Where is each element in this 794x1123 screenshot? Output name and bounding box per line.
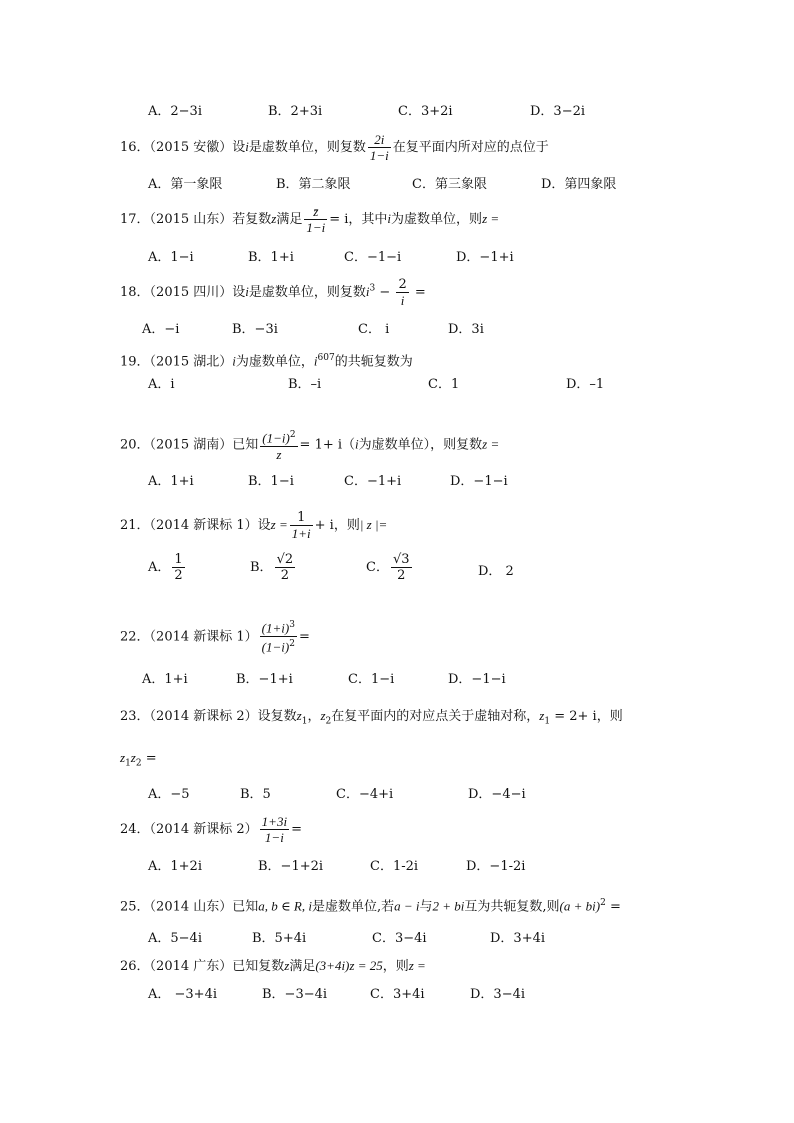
q21-fraction xyxy=(290,510,313,541)
q21-option-b-den: 2 xyxy=(275,567,296,583)
q26-expr: (3+4i)z = 25 xyxy=(315,958,383,973)
q25-e3: (a + bi) xyxy=(559,898,601,914)
q25-e1: a − i xyxy=(394,898,420,914)
q21-option-b xyxy=(250,552,297,583)
q21-option-c xyxy=(366,552,414,583)
q20-stem xyxy=(120,428,499,462)
q17-stem-post: 为虚数单位，则 xyxy=(391,212,483,227)
q20-tail: z = xyxy=(482,436,500,452)
q20-frac-num-sup: 2 xyxy=(289,430,296,440)
q23-line2-z: z xyxy=(120,750,126,765)
q25-eq: = xyxy=(605,899,621,915)
q21-option-c-label: C． xyxy=(366,560,389,575)
q19-stem-post: 的共轭复数为 xyxy=(334,354,413,370)
q21-option-a-frac xyxy=(172,552,184,583)
q24-option-c: C．1-2i xyxy=(370,859,419,874)
q22-option-b: B．−1+i xyxy=(236,672,293,687)
q21-option-c-den: 2 xyxy=(391,567,412,583)
q21-eq: + i，则 xyxy=(314,518,360,533)
q17-i: i xyxy=(387,211,392,226)
q17-stem xyxy=(120,204,499,235)
q19-option-b: B．–i xyxy=(288,377,322,392)
q20-frac-num-wrap xyxy=(260,428,297,446)
q18-expr: i xyxy=(365,284,370,299)
q21-option-a-den: 2 xyxy=(174,568,183,583)
q24-stem-pre: 24．（2014 新课标 2） xyxy=(120,822,258,837)
q26-stem-post: ，则 xyxy=(382,959,409,974)
q26-stem xyxy=(120,958,426,975)
q26-stem-mid: 满足 xyxy=(289,959,316,974)
q18-fraction xyxy=(396,277,408,308)
q17-z: z xyxy=(271,211,277,226)
q23-comma: ， xyxy=(307,709,321,724)
q21-option-a xyxy=(148,552,187,583)
q25-stem-pre: 25．（2014 山东）已知 xyxy=(120,899,259,915)
q21-tail: | z |= xyxy=(359,517,388,532)
q18-option-a: A．−i xyxy=(142,322,180,337)
q22-option-c: C．1−i xyxy=(348,672,395,687)
q20-eq: = 1+ i（ xyxy=(299,437,356,453)
q22-frac-den-wrap xyxy=(260,636,297,655)
q16-stem-mid: 是虚数单位，则复数 xyxy=(248,140,366,155)
q22-frac-num-sup: 3 xyxy=(289,620,295,630)
q23-option-b: B．5 xyxy=(240,787,271,802)
q21-option-a-label: A． xyxy=(148,560,171,575)
q23-line2 xyxy=(120,750,157,772)
q21-option-a-num: 1 xyxy=(174,552,183,567)
q18-option-c: C． i xyxy=(358,322,390,337)
q24-option-d: D．−1-2i xyxy=(466,859,526,874)
q20-option-d: D．−1−i xyxy=(450,474,508,489)
q22-frac-den: (1−i) xyxy=(261,639,290,655)
q16-frac-den: 1−i xyxy=(369,148,389,163)
q19-option-d: D．–1 xyxy=(566,377,605,392)
q15-option-c: C．3+2i xyxy=(398,104,453,119)
q25-mid2: 与 xyxy=(419,899,433,915)
q19-i: i xyxy=(232,353,236,369)
q21-option-c-num: √3 xyxy=(392,552,410,567)
q23-line2-sub2: 2 xyxy=(135,758,142,769)
q22-option-a: A．1+i xyxy=(142,672,188,687)
q25-option-b: B．5+4i xyxy=(252,931,307,946)
q21-option-b-label: B． xyxy=(250,560,273,575)
q20-frac-num: (1−i) xyxy=(262,430,290,446)
q18-stem xyxy=(120,277,426,308)
q20-frac-den: z xyxy=(260,446,297,462)
q23-z2: z xyxy=(320,708,326,723)
q18-minus: − xyxy=(375,285,395,300)
q17-option-d: D．−1+i xyxy=(456,250,514,265)
q23-line2-z2: z xyxy=(130,750,136,765)
q22-fraction xyxy=(260,618,297,656)
q22-frac-den-sup: 2 xyxy=(289,639,295,650)
q18-option-b: B．−3i xyxy=(232,322,278,337)
q17-option-c: C．−1−i xyxy=(344,250,402,265)
q25-option-d: D．3+4i xyxy=(490,931,546,946)
q26-stem-pre: 26．（2014 广东）已知复数 xyxy=(120,959,285,974)
q21-lhs: z = xyxy=(270,517,288,532)
q23-line2-sub1: 1 xyxy=(125,758,131,769)
q24-option-a: A．1+2i xyxy=(148,859,202,874)
q16-i: i xyxy=(245,139,249,154)
q21-stem-pre: 21．（2014 新课标 1）设 xyxy=(120,518,271,533)
q22-frac-num-wrap xyxy=(260,618,297,636)
q25-stem xyxy=(120,895,621,915)
q26-z: z xyxy=(284,958,290,973)
q17-frac-den: 1−i xyxy=(306,220,326,235)
q15-option-a: A．2−3i xyxy=(148,104,202,119)
q22-stem xyxy=(120,618,310,656)
q21-option-c-frac xyxy=(391,552,412,583)
q25-stem-post: 互为共轭复数,则 xyxy=(464,899,560,915)
q21-stem xyxy=(120,510,387,541)
q15-option-d: D．3−2i xyxy=(530,104,586,119)
q19-stem-pre: 19．（2015 湖北） xyxy=(120,354,233,370)
q24-fraction xyxy=(260,814,289,845)
q23-stem-mid: 在复平面内的对应点关于虚轴对称， xyxy=(331,709,540,724)
q19-option-a: A．i xyxy=(148,377,175,392)
q23-line2-eq: = xyxy=(141,751,157,766)
q17-eq: = i，其中 xyxy=(329,212,388,227)
q16-option-d: D．第四象限 xyxy=(541,177,617,192)
q19-option-c: C．1 xyxy=(428,377,460,392)
q23-cond-rest: = 2+ i，则 xyxy=(550,709,623,724)
q20-option-a: A．1+i xyxy=(148,474,194,489)
q16-frac-num: 2i xyxy=(374,132,385,147)
q19-stem xyxy=(120,350,413,370)
q20-i: i xyxy=(355,436,359,452)
q23-option-c: C．−4+i xyxy=(336,787,394,802)
q23-cond-sub: 1 xyxy=(544,716,551,727)
q24-frac-den: 1−i xyxy=(260,829,289,845)
q16-option-a: A．第一象限 xyxy=(148,177,223,192)
q19-expr-sup: 607 xyxy=(317,353,335,363)
q25-option-c: C．3−4i xyxy=(372,931,427,946)
q26-option-d: D．3−4i xyxy=(470,987,526,1002)
q25-option-a: A．5−4i xyxy=(148,931,202,946)
q24-option-b: B．−1+2i xyxy=(258,859,324,874)
q18-expr-sup: 3 xyxy=(369,283,376,294)
q18-option-d: D．3i xyxy=(448,322,484,337)
q19-expr: i xyxy=(313,353,318,369)
q15-option-b: B．2+3i xyxy=(268,104,323,119)
q20-stem-pre: 20．（2015 湖南）已知 xyxy=(120,437,259,453)
q26-tail: z = xyxy=(408,958,426,973)
q17-frac-num: z̄ xyxy=(313,204,319,219)
q22-eq: = xyxy=(298,629,310,645)
q21-option-b-num: √2 xyxy=(276,552,294,567)
q24-frac-num: 1+3i xyxy=(261,814,288,829)
q17-option-b: B．1+i xyxy=(248,250,294,265)
q17-stem-pre: 17．（2015 山东）若复数 xyxy=(120,212,272,227)
q24-stem xyxy=(120,814,302,845)
q16-stem-pre: 16．（2015 安徽）设 xyxy=(120,140,246,155)
q18-frac-den: i xyxy=(396,292,408,308)
q17-fraction xyxy=(304,204,327,235)
q18-stem-pre: 18．（2015 四川）设 xyxy=(120,285,246,300)
q21-frac-den: 1+i xyxy=(291,526,311,541)
q23-stem xyxy=(120,708,623,730)
q20-fraction xyxy=(260,428,297,462)
q25-e3-sup: 2 xyxy=(600,898,606,908)
q25-stem-mid: 是虚数单位,若 xyxy=(311,899,395,915)
q21-frac-num: 1 xyxy=(297,510,306,525)
q25-cond: a, b ∈ R, i xyxy=(258,898,312,914)
q20-option-b: B．1−i xyxy=(248,474,294,489)
q16-stem-post: 在复平面内所对应的点位于 xyxy=(392,140,549,155)
q18-i: i xyxy=(245,284,249,299)
q21-option-d: D． 2 xyxy=(478,564,514,579)
q18-frac-num: 2 xyxy=(398,277,407,292)
q26-option-c: C．3+4i xyxy=(370,987,425,1002)
q17-tail: z = xyxy=(482,211,500,226)
q17-stem-mid: 满足 xyxy=(276,212,303,227)
q26-option-b: B．−3−4i xyxy=(262,987,328,1002)
q23-cond: z xyxy=(539,708,545,723)
q20-stem-mid: 为虚数单位），则复数 xyxy=(358,437,483,453)
q16-fraction xyxy=(368,132,391,163)
q25-e2: 2 + bi xyxy=(432,898,465,914)
q22-option-d: D．−1−i xyxy=(448,672,506,687)
q18-eq: = xyxy=(410,285,426,300)
q22-frac-num: (1+i) xyxy=(261,620,290,636)
q21-option-b-frac xyxy=(275,552,296,583)
q23-option-d: D．−4−i xyxy=(468,787,526,802)
q18-stem-mid: 是虚数单位，则复数 xyxy=(248,285,366,300)
q23-z1: z xyxy=(296,708,302,723)
q19-stem-mid: 为虚数单位， xyxy=(235,354,314,370)
q16-option-c: C．第三象限 xyxy=(412,177,487,192)
q20-option-c: C．−1+i xyxy=(344,474,402,489)
q23-stem-pre: 23．（2014 新课标 2）设复数 xyxy=(120,709,297,724)
q23-option-a: A．−5 xyxy=(148,787,190,802)
q23-z2-sub: 2 xyxy=(325,716,332,727)
q26-option-a: A． −3+4i xyxy=(148,987,218,1002)
q16-option-b: B．第二象限 xyxy=(276,177,351,192)
q22-stem-pre: 22．（2014 新课标 1） xyxy=(120,629,258,645)
q24-eq: = xyxy=(291,822,302,837)
q17-option-a: A．1−i xyxy=(148,250,194,265)
q16-stem xyxy=(120,132,549,163)
q23-z1-sub: 1 xyxy=(301,716,308,727)
